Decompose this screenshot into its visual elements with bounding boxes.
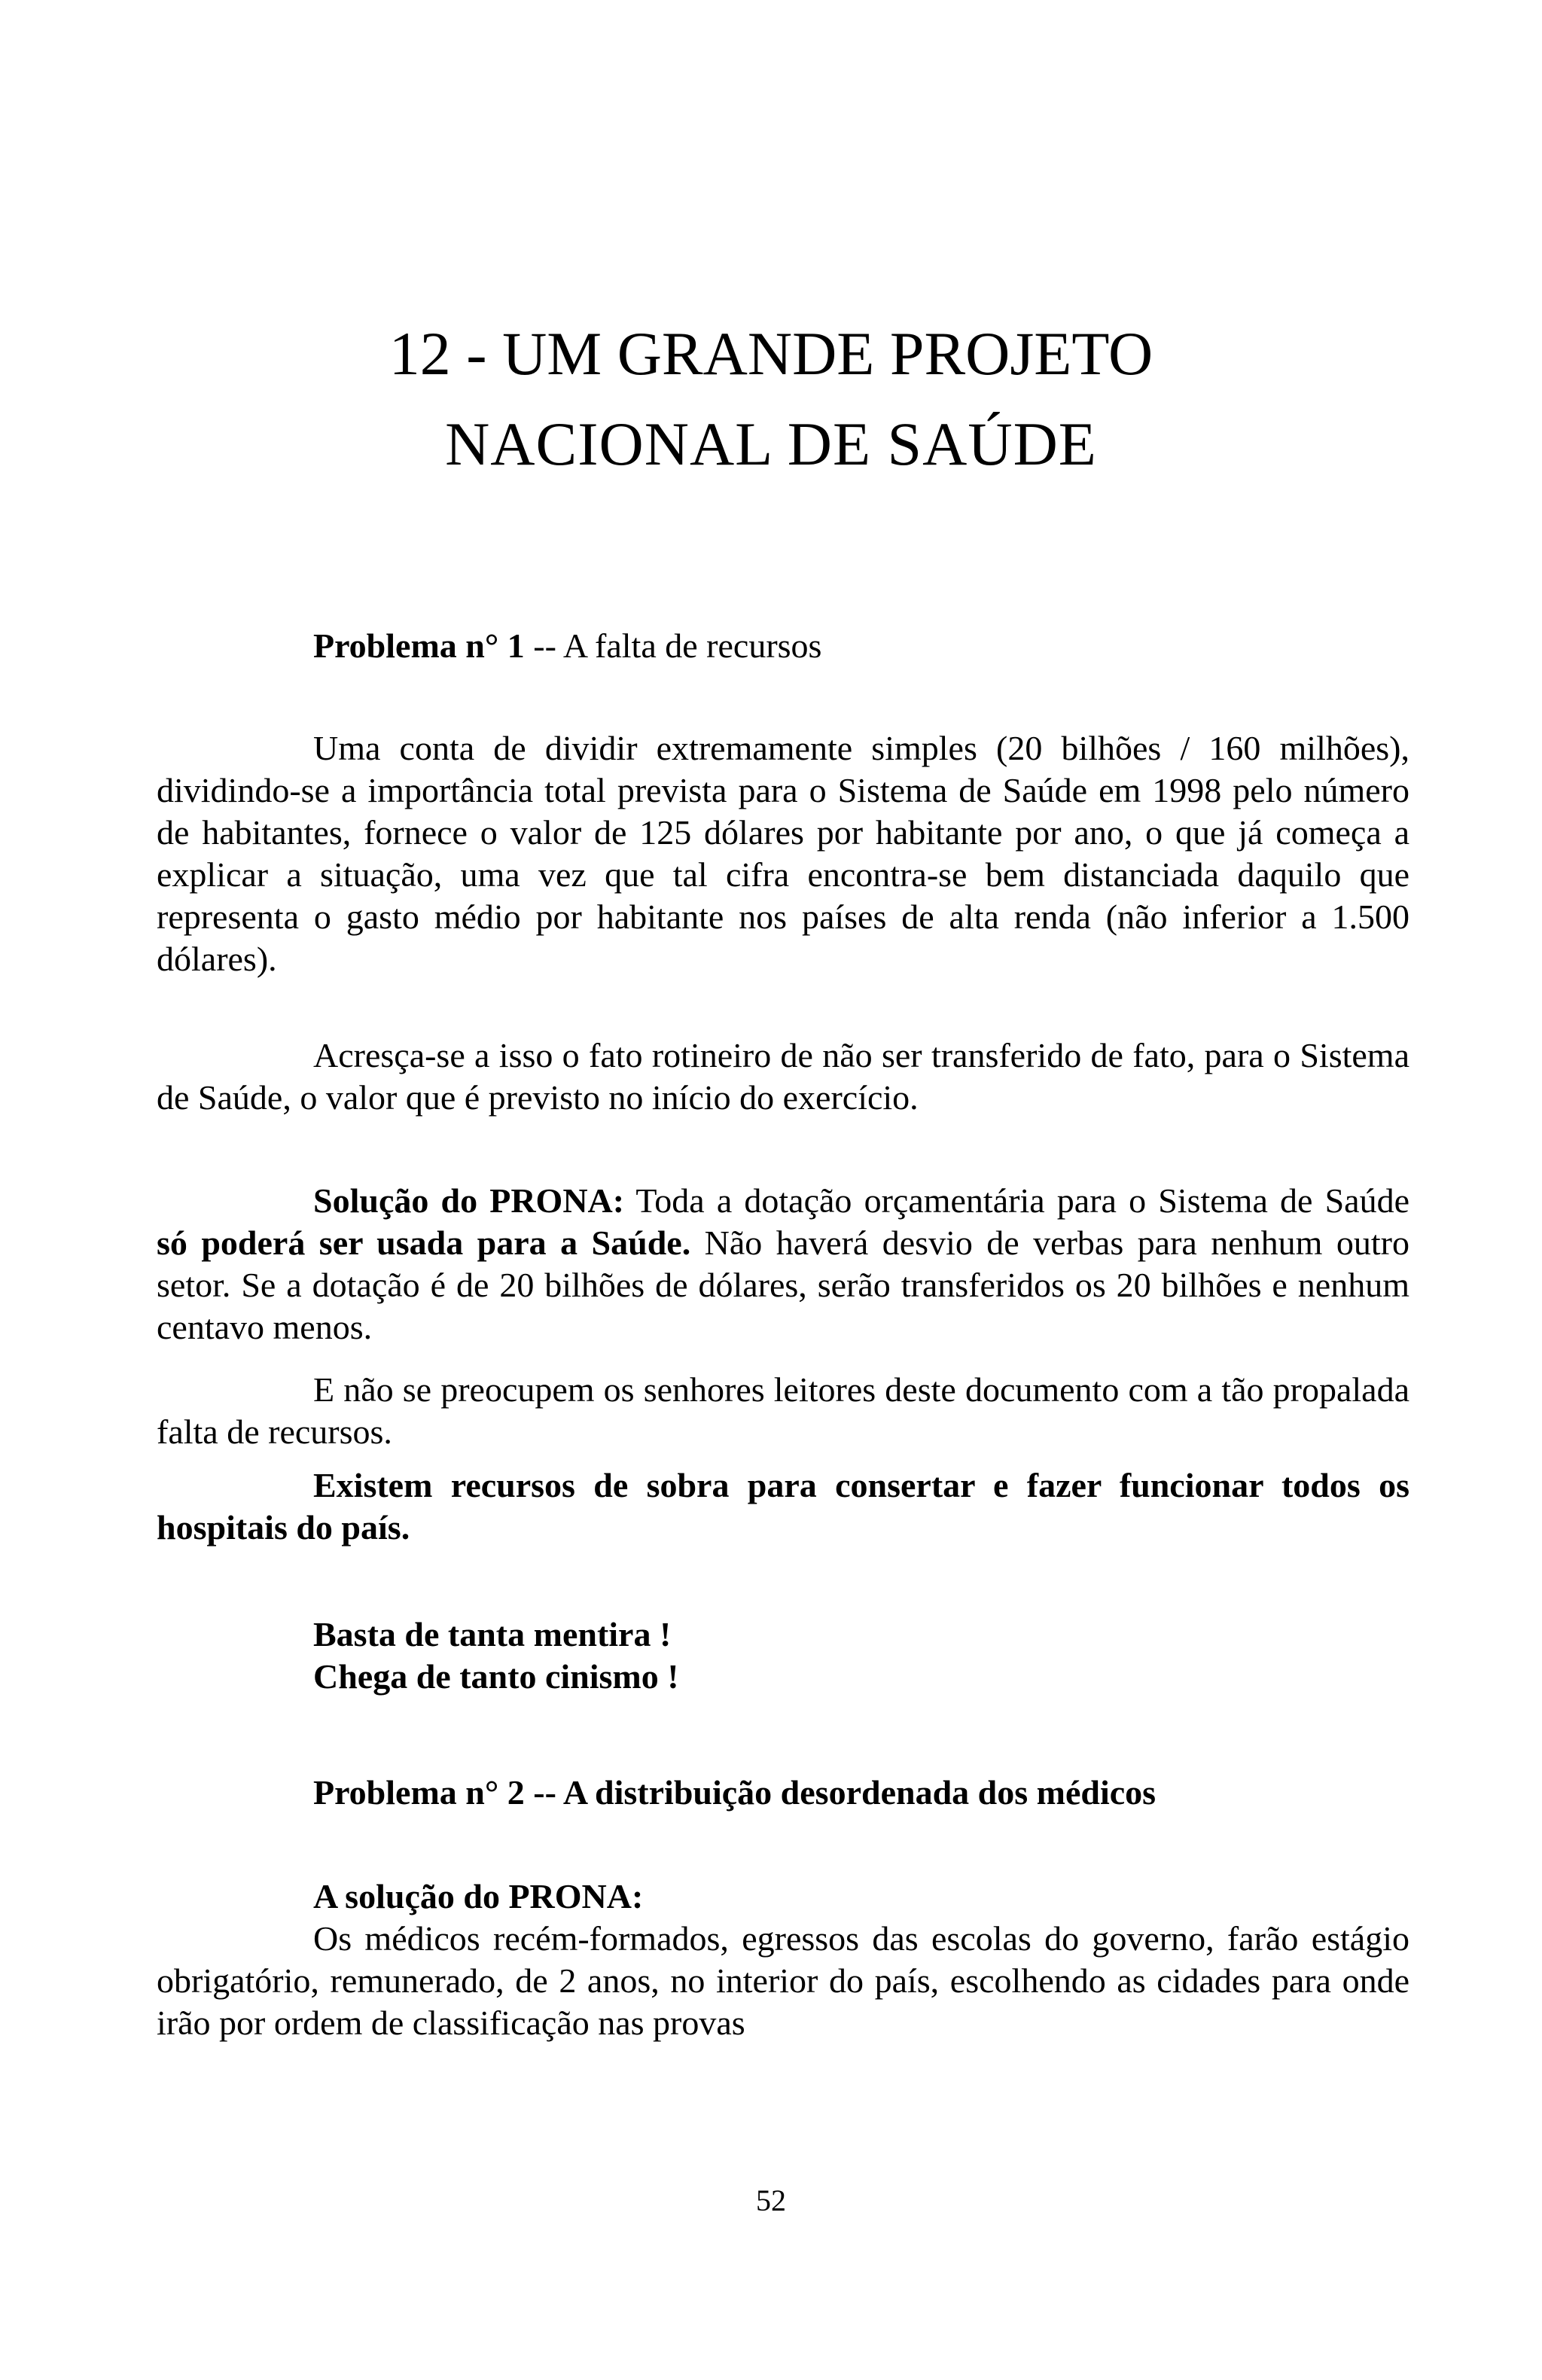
exclamation-line-1: Basta de tanta mentira ! (313, 1615, 672, 1653)
exclamations (313, 1614, 1409, 1698)
problem-1-heading (313, 625, 1409, 667)
solution-emphasis: só poderá ser usada para a Saúde. (157, 1224, 691, 1262)
paragraph-doctors-internship: Os médicos recém-formados, egressos das escolas do governo, farão estágio obrigatório, remunerado, de 2 anos, no interior do país, escolhendo as cidades para onde irão por ordem de classificação nas provas (157, 1919, 1409, 2042)
paragraph-prona-solution-1 (157, 1180, 1409, 1348)
paragraph-resources-claim: Existem recursos de sobra para consertar e fazer funcionar todos os hospitais do país. (157, 1466, 1409, 1547)
solution-label: Solução do PRONA: (313, 1181, 625, 1220)
problem-2-solution-heading: A solução do PRONA: (313, 1877, 644, 1915)
page-number: 52 (756, 2183, 786, 2217)
paragraph-readers-note: E não se preocupem os senhores leitores deste documento com a tão propalada falta de recursos. (157, 1370, 1409, 1451)
problem-2-heading: Problema n° 2 -- A distribuição desordenada dos médicos (313, 1773, 1156, 1812)
paragraph-cost-per-inhabitant: Uma conta de dividir extremamente simples (20 bilhões / 160 milhões), dividindo-se a importância total prevista para o Sistema de Saúde em 1998 pelo número de habitantes, fornece o valor de 125 dólares por habitante por ano, o que já começa a explicar a situação, uma vez que tal cifra encontra-se bem distanciada daquilo que representa o gasto médio por habitante nos países de alta renda (não inferior a 1.500 dólares). (157, 729, 1409, 978)
problem-1-title: -- A falta de recursos (524, 626, 822, 665)
exclamation-line-2: Chega de tanto cinismo ! (313, 1657, 679, 1696)
solution-text-2: Não haverá desvio de verbas para nenhum outro setor. Se a dotação é de 20 bilhões de dólares, serão transferidos os 20 bilhões e nenhum centavo menos. (157, 1224, 1409, 1346)
chapter-title-line-1: 12 - UM GRANDE PROJETO (389, 319, 1153, 388)
problem-1-label: Problema n° 1 (313, 626, 525, 665)
solution-text-1: Toda a dotação orçamentária para o Sistema de Saúde (624, 1181, 1409, 1220)
chapter-title-line-2: NACIONAL DE SAÚDE (445, 410, 1097, 478)
paragraph-transfer-issue: Acresça-se a isso o fato rotineiro de não ser transferido de fato, para o Sistema de Saúde, o valor que é previsto no início do exercício. (157, 1036, 1409, 1117)
